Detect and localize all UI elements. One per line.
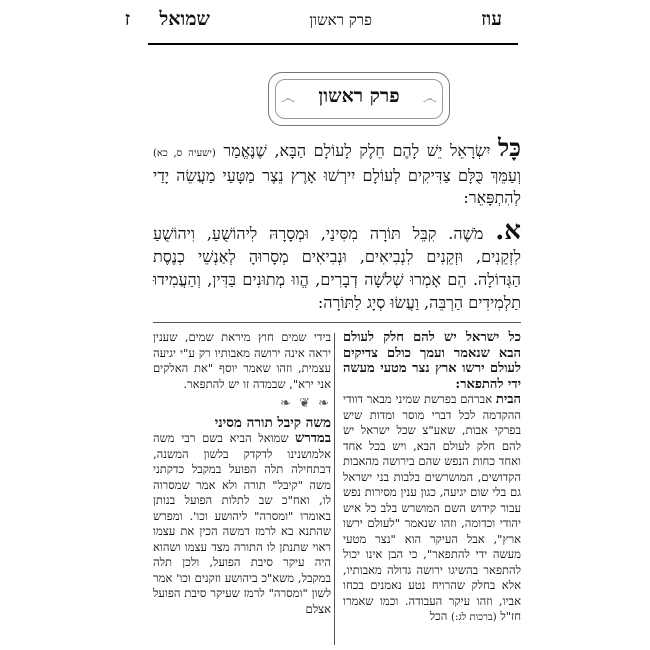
section-divider	[153, 322, 521, 323]
swirl-ornament-icon: ෴	[422, 89, 437, 107]
commentary-left-intro: בידי שמים חוץ מיראת שמים, שענין יראה אינה ירושה מאבותיו רק ע"י יגיעה עצמית, וזהו שאמר יוסף "את האלקים אני ירא", שבמדה זו יש להתפאר.	[153, 330, 331, 391]
floral-ornament-icon: ❧ ❦ ❧	[280, 396, 331, 411]
mishna-letter: א.	[495, 216, 521, 246]
mishna-text: מֹשֶׁה. קִבֵּל תּוֹרָה מִסִּינַי, וּמְסָרָהּ לִיהוֹשֻׁעַ, וִיהוֹשֻׁעַ לִזְקֵנִים, וּזְקֵנִים לִנְבִיאִים, וּנְבִיאִים מְסָרוּהָ לְאַנְשֵׁי כְנֶסֶת הַגְּדוֹלָה. הֵם אָמְרוּ שְׁלֹשָׁה דְבָרִים, הֱווּ מְתוּנִים בַּדִּין, וְהַעֲמִידוּ תַלְמִידִים הַרְבֵּה, וַעֲשׂוּ סְיָג לַתּוֹרָה:	[153, 224, 521, 312]
header-chapter: פרק ראשון	[309, 11, 372, 29]
commentary-right-lead-word: הבית	[495, 392, 521, 407]
intro-opening-word: כָּל	[498, 133, 521, 162]
commentary-left-subheading: משה קיבל תורה מסיני	[214, 414, 331, 431]
chapter-title-plaque	[268, 72, 450, 126]
page-number: ז	[124, 8, 130, 30]
header-rule	[148, 43, 518, 45]
commentary-right-header: כל ישראל יש להם חלק לעולם הבא שנאמר ועמך כולם צדיקים לעולם ירשו ארץ נצר מטעי מעשה ידי להתפאר:	[343, 330, 521, 392]
intro-text-part1: יִשְׂרָאֵל יֵשׁ לָהֶם חֵלֶק לָעוֹלָם הַבָּא, שֶׁנֶּאֱמַר	[223, 141, 491, 160]
header-book-left: עוז	[481, 8, 502, 30]
intro-text-part2: וְעַמֵּךְ כֻּלָּם צַדִּיקִים לְעוֹלָם יִירְשׁוּ אָרֶץ נֵצֶר מַטָּעַי מַעֲשֵׂה יָדַי לְהִתְפָּאֵר:	[153, 166, 521, 207]
running-header	[0, 0, 650, 52]
commentary-left-body: שמואל הביא בשם רבי משה אלמושנינו לדקדק בלשון המשנה, דבתחילה תלה הפועל במקבל כדקתני משה "קיבל" תורה ולא אמר שמסרוה לו, ואח"כ שב לתלות הפועל בנותן באומרו "ומסרה" ליהושע וכו'. ומפרש שהתנא בא לרמז דמשה הכין את עצמו ראוי שתנתן לו התורה מצד עצמו ושהוא היה עיקר סיבת הפועל, ולכן תלה במקבל, משא"כ ביהושע וזקנים וכו' אמר לשון "ומסרה" לרמז שעיקר סיבת הפועל אצלם	[153, 431, 331, 616]
commentary-right-reference: (ברכות לג:)	[451, 612, 497, 623]
column-separator	[334, 333, 335, 645]
commentary-right-column	[343, 330, 521, 626]
commentary-left-column	[153, 330, 331, 617]
intro-passage	[153, 133, 521, 209]
mishna-passage	[153, 216, 521, 314]
swirl-ornament-icon: ෴	[281, 89, 296, 107]
intro-reference: (ישעיה ס, כא)	[153, 148, 216, 159]
commentary-right-body: אברהם בפרשת שמיני מבאר דוודי ההקדמה לכל דברי מוסר ומדות שיש בפרקי אבות, שאע"צ שכל ישראל יש להם חלק לעולם הבא, ויש בכל אחד ואחד כחות הנפש שהם בירושה מהאבות הקדושים, המושרשים בלבות בני ישראל גם בלי שום יגיעה, כגון ענין מסירות נפש עבור קידוש השם המושרש בלב כל איש יהודי וכדומה, וזהו שנאמר "לעולם ירשו ארץ", אבל העיקר הוא "נצר מטעי מעשה ידי להתפאר", כי הבן אינו יכול להתפאר בהשיגו ירושה גדולה מאבותיו, אלא בחלק שהרויח נטע נאמנים בכחו אביו, וזהו עיקר העבודה. וכמו שאמרו חז"ל	[343, 392, 521, 623]
commentary-left-source-label: במדרש	[295, 431, 331, 446]
header-book-right: שמואל	[159, 8, 210, 30]
commentary-right-tail: הכל	[429, 609, 448, 623]
chapter-title: פרק ראשון	[318, 85, 400, 107]
